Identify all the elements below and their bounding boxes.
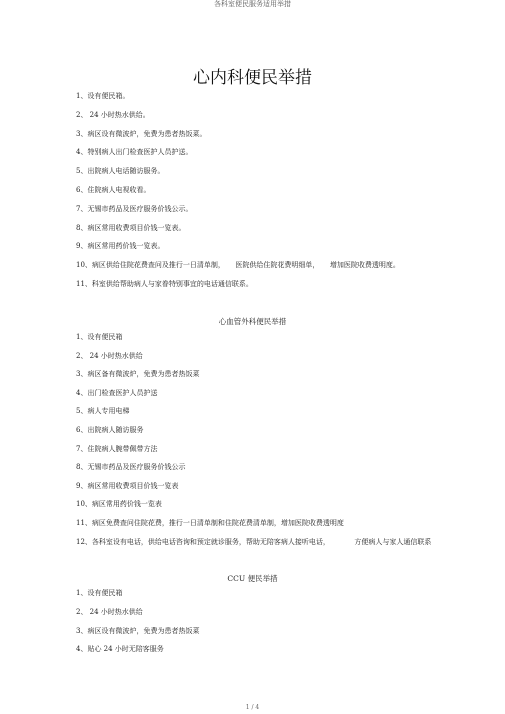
list-item: 2、 24 小时热水供给 bbox=[76, 351, 143, 360]
list-item: 10、病区常用药价钱一览表 bbox=[76, 500, 162, 509]
list-item: 1、设有便民箱 bbox=[76, 333, 123, 341]
page-number: 1 / 4 bbox=[245, 704, 260, 711]
section-title-cardiovascular-surgery: 心血管外科便民举措 bbox=[218, 317, 287, 326]
list-item: 2、 24 小时热水供给。 bbox=[76, 110, 150, 119]
list-item: 9、病区常用药价钱一览表。 bbox=[76, 242, 165, 251]
list-item: 5、病人专用电梯 bbox=[76, 407, 130, 416]
list-item: 12、各科室设有电话，供给电话咨询和预定就诊服务，帮助无陪客病人接听电话， 方便病人与家人通信联系 bbox=[76, 537, 432, 546]
list-item: 8、病区常用收费项目价钱一览表。 bbox=[76, 223, 186, 232]
list-item: 2、 24 小时热水供给 bbox=[76, 607, 143, 616]
list-item: 11、病区免费查问住院花费，推行一日清单制和住院花费清单制，增加医院收费透明度 bbox=[76, 518, 344, 527]
section-title-ccu: CCU 便民举措 bbox=[227, 574, 278, 583]
list-item: 4、特别病人出门检查医护人员护送。 bbox=[76, 148, 193, 157]
list-item: 4、贴心 24 小时无陪客服务 bbox=[76, 645, 164, 654]
list-item: 3、病区设有微波炉，免费为患者热饭菜。 bbox=[76, 129, 207, 138]
list-item: 3、病区备有微波炉，免费为患者热饭菜 bbox=[76, 370, 200, 379]
section-cardiology-list bbox=[76, 92, 436, 299]
list-item: 10、病区供给住院花费查问及推行一日清单制， 医院供给住院花费明细单， 增加医院收费透明度。 bbox=[76, 261, 400, 270]
section-cardiovascular-surgery-list bbox=[76, 333, 436, 556]
list-item: 7、住院病人腕带佩带方法 bbox=[76, 444, 158, 453]
list-item: 5、出院病人电话随访服务。 bbox=[76, 167, 165, 176]
list-item: 6、出院病人随访服务 bbox=[76, 425, 144, 434]
running-header: 各科室便民服务适用举措 bbox=[214, 0, 291, 8]
list-item: 11、科室供给帮助病人与家眷特别事宜的电话通信联系。 bbox=[76, 279, 253, 288]
list-item: 1、设有便民箱 bbox=[76, 589, 123, 597]
list-item: 8、无锡市药品及医疗服务价钱公示 bbox=[76, 463, 186, 472]
section-ccu-list bbox=[76, 589, 436, 664]
list-item: 6、住院病人电视收看。 bbox=[76, 185, 151, 194]
list-item: 1、设有便民箱。 bbox=[76, 92, 130, 100]
list-item: 4、出门检查医护人员护送 bbox=[76, 388, 158, 397]
list-item: 7、无锡市药品及医疗服务价钱公示。 bbox=[76, 204, 193, 213]
document-title: 心内科便民举措 bbox=[193, 68, 312, 88]
list-item: 9、病区常用收费项目价钱一览表 bbox=[76, 481, 179, 490]
list-item: 3、病区设有微波炉，免费为患者热饭菜 bbox=[76, 626, 200, 635]
